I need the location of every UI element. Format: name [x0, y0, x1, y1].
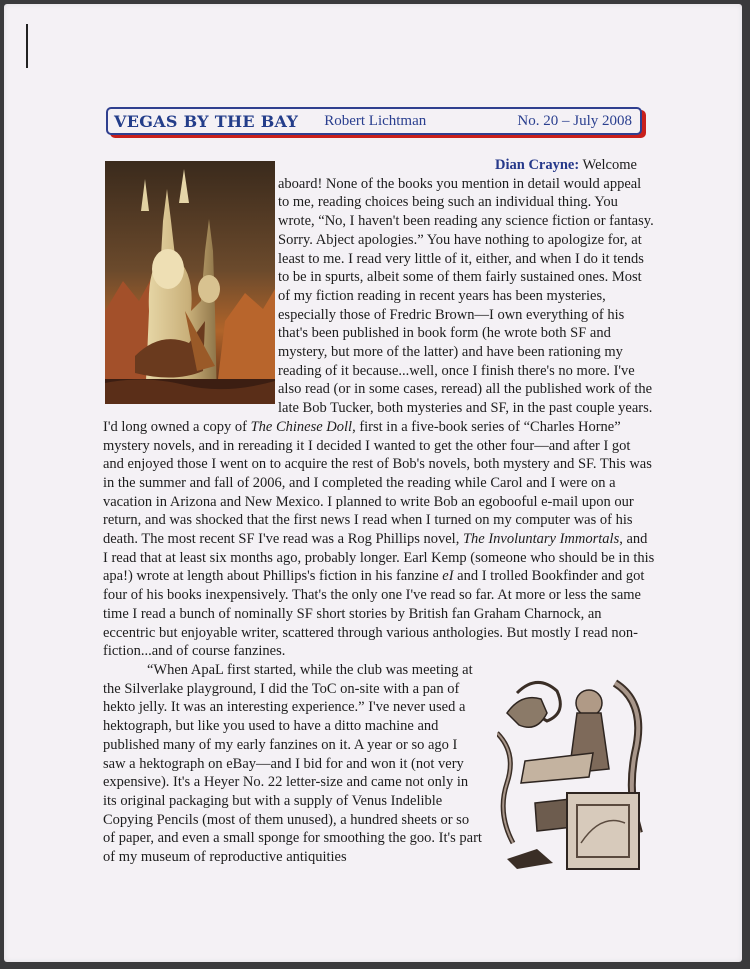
castle-painting-image [105, 161, 275, 404]
letter-text: , and I read that at least six months ago, probably longer. Earl Kemp (someone who should be in this apa!) wrote at length about Phillips's fiction in his fanzine [103, 531, 655, 585]
page [4, 4, 742, 962]
correspondent-name: Dian Crayne: [495, 157, 580, 173]
letter-text: , first in a five-book series of “Charles Horne” mystery novels, and in rereading it I decided I wanted to get the other four—and after I got and enjoyed those I went on to acquire the rest of Bob's novels, both mystery and SF. This was in the summer and fall of 2006, and I completed the reading while Carol and I were on a vacation in Arizona and New Mexico. I planned to write Bob an egobooful e-mail upon our return, and was shocked that the first news I read when I turned on my computer was of his death. The most recent SF I've read was a Rog Phillips novel, [103, 418, 652, 548]
masthead [106, 107, 642, 135]
letter-paragraph-2: “When ApaL first started, while the club was meeting at the Silverlake playground, I did the ToC on-site with a pan of hekto jelly. It was an interesting experience.” I've never used a hektograph, but like you used to have a ditto machine and published many of my early fanzines on it. A year or so ago I saw a hektograph on eBay—and I bid for and won it (not very expensive). It's a Heyer No. 22 letter-size and came not only in its original packaging but with a supply of Venus Indelible Copying Pencils (most of them unused), a hundred sheets or so of paper, and even a small sponge for smoothing the goo. It's part of my museum of reproductive antiquities [103, 661, 482, 866]
book-title: The Chinese Doll [250, 418, 353, 435]
book-title: The Involuntary Immortals [462, 531, 620, 548]
margin-mark [26, 24, 28, 68]
issue-number: No. 20 – July 2008 [517, 112, 632, 129]
letter-text: and I trolled Bookfinder and got four of his books inexpensively. That's the only one I've read so far. At more or less the same time I read a bunch of nominally SF short stories by British fan Graham Charnock, an eccentric but enjoyable writer, scattered through various anthologies. But mostly I read non-fiction...and of course fanzines. [103, 568, 645, 660]
letter-text: Welcome aboard! None of the books you mention in detail would appeal to me, reading choices being such an individual thing. You wrote, “No, I haven't been reading any science fiction or fantasy. Sorry. Abject apologies.” You have nothing to apologize for, at least to me. I read very little of it, either, and when I do it tends to be in spurts, albeit some of them fairly sustained ones. Most of my fiction reading in recent years has been mysteries, especially those of Fredric Brown—I own everything of his that's been published in book form (he wrote both SF and mystery, but more of the latter) and have been rationing my reading of it because...well, once I finish there's no more. I've also read (or in some cases, reread) all the published work of the late Bob Tucker, both mysteries and SF, in the past couple years. I'd long owned a copy of [103, 157, 654, 435]
author-name: Robert Lichtman [324, 112, 427, 129]
reader-with-dragon-illustration [497, 673, 647, 873]
fanzine-title: eI [442, 568, 454, 585]
article-body [103, 156, 655, 873]
zine-title: VEGAS BY THE BAY [114, 111, 299, 131]
